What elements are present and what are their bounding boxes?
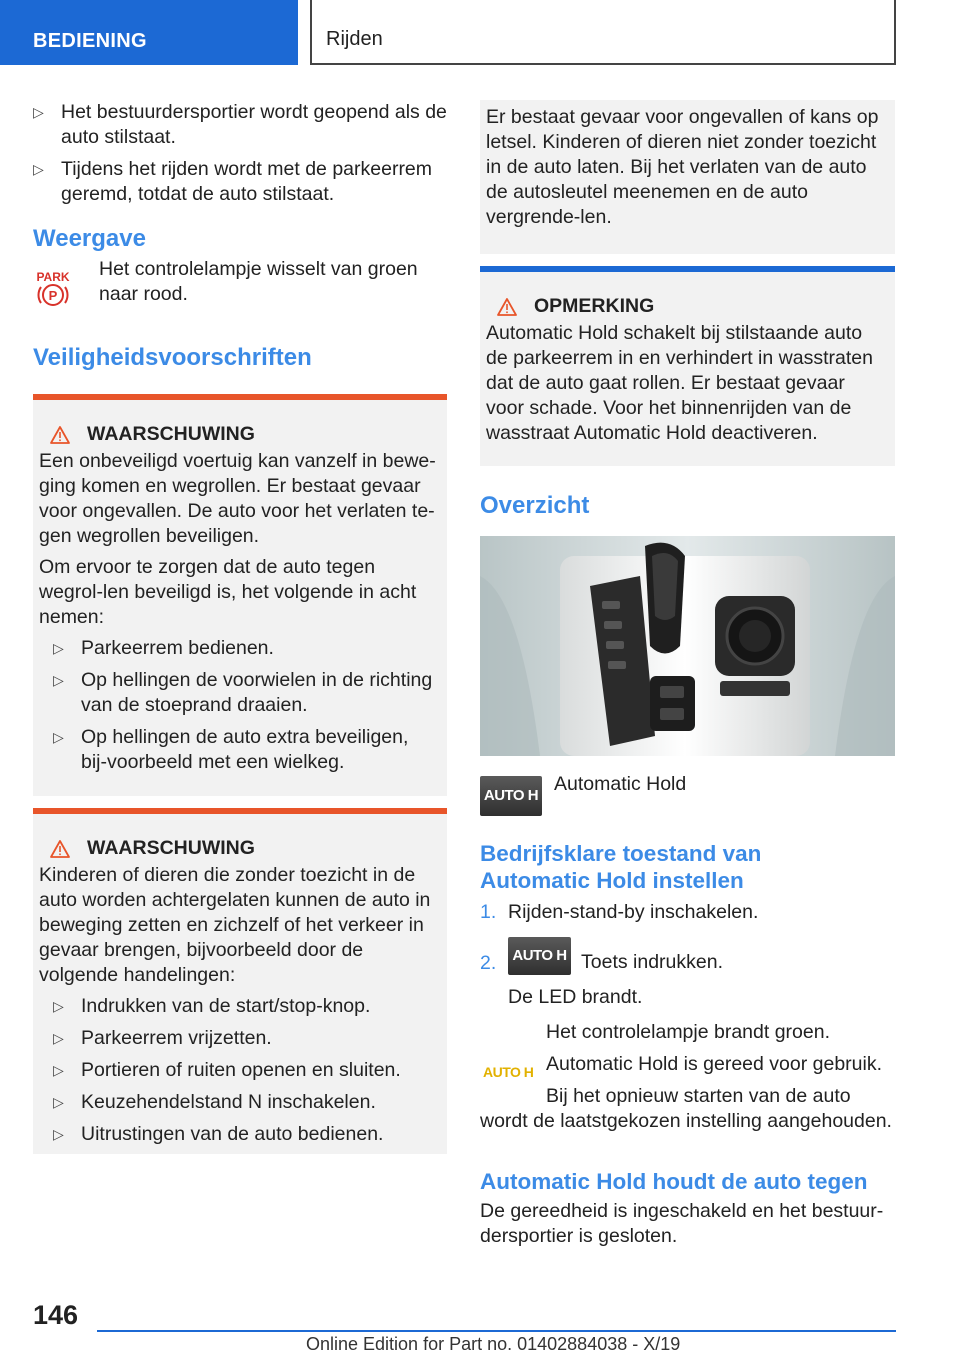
triangle-bullet-icon: ▷ xyxy=(33,104,44,120)
bullet-list-top xyxy=(33,100,447,207)
park-warning-lamp-icon xyxy=(33,257,99,314)
park-lamp-symbol: P xyxy=(48,288,58,303)
note-box xyxy=(480,266,895,466)
page-number: 146 xyxy=(33,1300,79,1330)
warning-triangle-icon xyxy=(496,297,518,317)
warning-title: WAARSCHUWING xyxy=(49,836,439,861)
note-text: Automatic Hold schakelt bij stilstaande auto de parkeerrem in en verhindert in wasstraten dat de auto gaat rollen. Er bestaat gevaar voor schade. Voor het binnenrijden van de wasstraat Automatic Hold deactiveren. xyxy=(486,322,873,444)
chapter-title: Rijden xyxy=(326,28,383,50)
lamp-text-tail: wordt de laatstgekozen instelling aangehouden. xyxy=(480,1110,892,1132)
triangle-bullet-icon: ▷ xyxy=(53,1030,64,1046)
triangle-bullet-icon: ▷ xyxy=(53,1126,64,1142)
triangle-bullet-icon: ▷ xyxy=(53,1062,64,1078)
auto-hold-button-icon: AUTO H xyxy=(480,776,542,816)
auto-hold-lamp-row xyxy=(480,1020,895,1109)
hold-text: De gereedheid is ingeschakeld en het bestuur-dersportier is gesloten. xyxy=(480,1200,884,1247)
park-lamp-row xyxy=(33,257,447,314)
warning-box-2 xyxy=(33,808,447,1154)
list-item: ▷ Parkeerrem vrijzetten. xyxy=(53,1027,272,1049)
auto-hold-lamp-icon: AUTO H xyxy=(483,1064,534,1080)
lamp-text: Automatic Hold is gereed voor gebruik. xyxy=(546,1053,883,1075)
auto-hold-button-icon: AUTO H xyxy=(508,937,571,975)
triangle-bullet-icon: ▷ xyxy=(53,998,64,1014)
warning-title: WAARSCHUWING xyxy=(49,422,439,447)
warning-text: Er bestaat gevaar voor ongevallen of kans op letsel. Kinderen of dieren niet zonder toezicht in de auto laten. Bij het verlaten van de auto de autosleutel meenemen en de auto vergrende-len. xyxy=(486,106,879,228)
triangle-bullet-icon: ▷ xyxy=(53,729,64,745)
right-column xyxy=(480,100,895,1249)
led-text: De LED brandt. xyxy=(508,986,643,1008)
auto-hold-row xyxy=(480,773,895,816)
list-item: ▷ Tijdens het rijden wordt met de parkeerrem geremd, totdat de auto stilstaat. xyxy=(33,158,433,205)
warning-box-continued xyxy=(480,100,895,254)
park-lamp-label: PARK xyxy=(36,270,70,284)
setup-steps xyxy=(480,900,895,975)
triangle-bullet-icon: ▷ xyxy=(53,1094,64,1110)
note-title: OPMERKING xyxy=(496,294,887,319)
list-item: ▷ Indrukken van de start/stop-knop. xyxy=(53,995,371,1017)
list-item: 1. Rijden-stand-by inschakelen. xyxy=(480,901,759,923)
chapter-tab xyxy=(310,0,896,65)
warning-list xyxy=(53,636,439,775)
warning-text: Om ervoor te zorgen dat de auto tegen wegrol-len beveiligd is, het volgende in acht nemen: xyxy=(39,556,417,628)
overview-heading: Overzicht xyxy=(480,492,590,519)
list-item: ▷ Parkeerrem bedienen. xyxy=(53,637,274,659)
section-tab xyxy=(0,0,298,65)
triangle-bullet-icon: ▷ xyxy=(33,161,44,177)
section-title: BEDIENING xyxy=(33,30,147,52)
triangle-bullet-icon: ▷ xyxy=(53,640,64,656)
lamp-text: Bij het opnieuw starten van de auto xyxy=(546,1085,851,1107)
warning-triangle-icon xyxy=(49,839,71,859)
setup-heading: Bedrijfsklare toestand van Automatic Hold instellen xyxy=(480,841,762,893)
list-item: 2. AUTO H Toets indrukken. xyxy=(480,937,895,975)
hold-heading: Automatic Hold houdt de auto tegen xyxy=(480,1169,868,1194)
lamp-text: Het controlelampje brandt groen. xyxy=(546,1021,830,1043)
list-item: ▷ Keuzehendelstand N inschakelen. xyxy=(53,1091,376,1113)
warning-text: Kinderen of dieren die zonder toezicht in de auto worden achtergelaten kunnen de auto in beweging zetten en zichzelf of het verkeer in gevaar brengen, bijvoorbeeld door de volgende handelingen: xyxy=(39,864,431,986)
warning-text: Een onbeveiligd voertuig kan vanzelf in bewe-ging komen en wegrollen. Er bestaat gevaar voor ongevallen. De auto voor het verlaten te-gen wegrollen beveiligen. xyxy=(39,450,436,547)
list-item: ▷ Uitrustingen van de auto bedienen. xyxy=(53,1123,384,1145)
warning-list xyxy=(53,994,439,1147)
weergave-text: Het controlelampje wisselt van groen naar rood. xyxy=(99,258,418,305)
center-console-image xyxy=(480,536,895,756)
safety-heading: Veiligheidsvoorschriften xyxy=(33,344,312,371)
warning-triangle-icon xyxy=(49,425,71,445)
weergave-heading: Weergave xyxy=(33,225,146,252)
triangle-bullet-icon: ▷ xyxy=(53,672,64,688)
auto-hold-caption: Automatic Hold xyxy=(554,773,687,795)
left-column xyxy=(33,100,447,1154)
list-item: ▷ Het bestuurdersportier wordt geopend als de auto stilstaat. xyxy=(33,101,447,148)
list-item: ▷ Portieren of ruiten openen en sluiten. xyxy=(53,1059,401,1081)
list-item: ▷ Op hellingen de voorwielen in de richting van de stoeprand draaien. xyxy=(53,669,433,716)
footer-divider xyxy=(97,1330,896,1332)
edition-text: Online Edition for Part no. 01402884038 - X/19 xyxy=(306,1334,681,1354)
warning-box-1 xyxy=(33,394,447,796)
list-item: ▷ Op hellingen de auto extra beveiligen, bij-voorbeeld met een wielkeg. xyxy=(53,726,409,773)
